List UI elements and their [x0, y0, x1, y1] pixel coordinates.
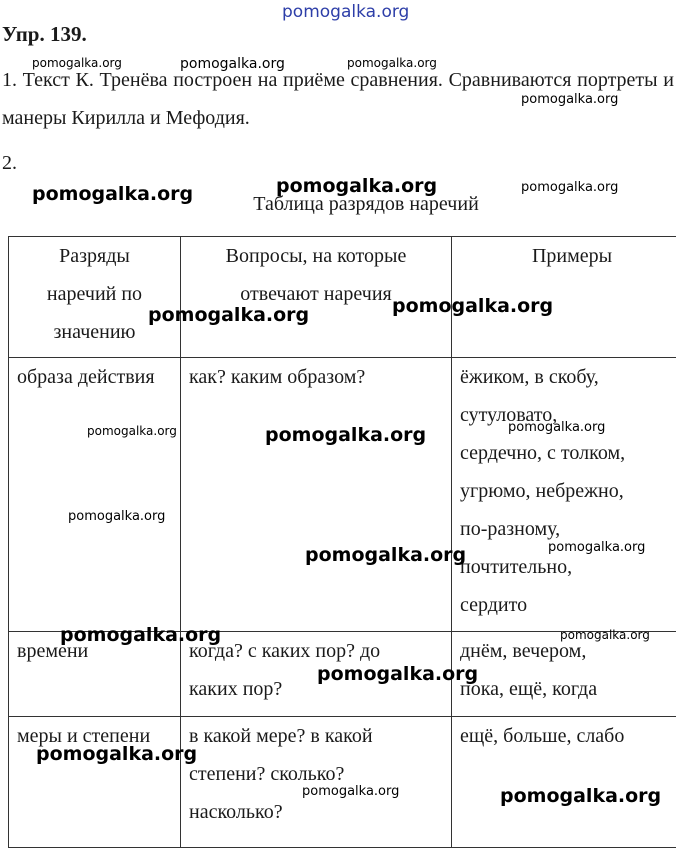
watermark: pomogalka.org [521, 92, 618, 107]
table-header-row [9, 237, 676, 358]
watermark: pomogalka.org [32, 183, 193, 205]
header-line: Примеры [460, 237, 676, 275]
questions-text: когда? с каких пор? до [189, 632, 443, 670]
examples-text: ещё, больше, слабо [460, 717, 676, 755]
watermark: pomogalka.org [548, 540, 645, 555]
examples-text: угрюмо, небрежно, [460, 472, 676, 510]
watermark: pomogalka.org [305, 544, 466, 566]
answer-point-2: 2. [2, 144, 674, 182]
table-row [9, 717, 676, 848]
header-line: Разряды [17, 237, 172, 275]
questions-cell [181, 717, 452, 848]
watermark: pomogalka.org [87, 424, 177, 438]
questions-text: как? каким образом? [189, 358, 443, 396]
category-cell [9, 358, 181, 632]
watermark: pomogalka.org [265, 424, 426, 446]
watermark: pomogalka.org [317, 663, 478, 685]
category-cell [9, 717, 181, 848]
watermark: pomogalka.org [392, 295, 553, 317]
table-caption: Таблица разрядов наречий [0, 193, 676, 216]
watermark: pomogalka.org [68, 509, 165, 524]
header-line: наречий по [17, 275, 172, 313]
answer-point-1: 1. Текст К. Тренёва построен на приёме сравнения. Сравниваются портреты и манеры Кирилла и Мефодия. [2, 61, 674, 137]
examples-text: ёжиком, в скобу, [460, 358, 676, 396]
watermark: pomogalka.org [508, 420, 605, 435]
examples-text: пока, ещё, когда [460, 670, 676, 708]
watermark: pomogalka.org [302, 784, 399, 799]
questions-text: в какой мере? в какой [189, 717, 443, 755]
watermark: pomogalka.org [36, 743, 197, 765]
examples-text: сердечно, с толком, [460, 434, 676, 472]
header-category [9, 237, 181, 358]
watermark: pomogalka.org [276, 175, 437, 197]
questions-text: каких пор? [189, 670, 443, 708]
table-row [9, 358, 676, 632]
examples-cell [452, 358, 676, 632]
examples-text: сутуловато, [460, 396, 676, 434]
examples-text: почтительно, [460, 548, 676, 586]
watermark: pomogalka.org [148, 304, 309, 326]
header-line: Вопросы, на которые [189, 237, 443, 275]
watermark: pomogalka.org [521, 180, 618, 195]
questions-text: насколько? [189, 793, 443, 831]
watermark: pomogalka.org [560, 628, 650, 642]
questions-cell [181, 358, 452, 632]
questions-text: степени? сколько? [189, 755, 443, 793]
header-line: значению [17, 313, 172, 351]
header-line: отвечают наречия [189, 275, 443, 313]
examples-cell [452, 717, 676, 848]
examples-cell [452, 632, 676, 717]
examples-text: днём, вечером, [460, 632, 676, 670]
examples-text: по-разному, [460, 510, 676, 548]
exercise-title: Упр. 139. [2, 22, 87, 47]
watermark: pomogalka.org [180, 56, 285, 72]
watermark: pomogalka.org [282, 2, 409, 22]
watermark: pomogalka.org [60, 624, 221, 646]
category-text: времени [17, 632, 172, 670]
watermark: pomogalka.org [32, 56, 122, 70]
examples-text: сердито [460, 586, 676, 624]
watermark: pomogalka.org [500, 785, 661, 807]
category-text: образа действия [17, 358, 172, 396]
watermark: pomogalka.org [347, 56, 437, 70]
category-text: меры и степени [17, 717, 172, 755]
